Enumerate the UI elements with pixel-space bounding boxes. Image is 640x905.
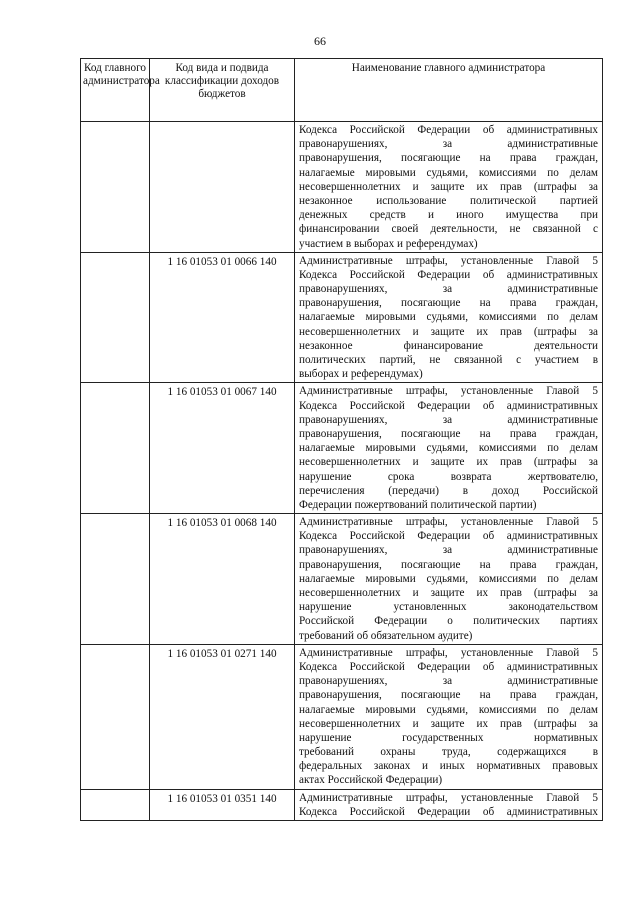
income-code-cell xyxy=(150,122,295,253)
admin-name-line: Административные штрафы, установленные Главой 5 xyxy=(299,791,598,804)
admin-name-line: несовершеннолетних и защите их прав (штрафы за xyxy=(299,717,598,730)
admin-name-line: актах Российской Федерации) xyxy=(299,774,443,787)
admin-name-line: Административные штрафы, установленные Главой 5 xyxy=(299,646,598,659)
income-classification-table xyxy=(80,58,603,821)
table-row xyxy=(81,514,603,645)
table-row xyxy=(81,383,603,514)
admin-name-line: незаконное использование политической партией xyxy=(299,194,598,207)
admin-name-cell xyxy=(295,383,603,514)
admin-name-cell xyxy=(295,644,603,789)
admin-name-line: нарушение государственных нормативных xyxy=(299,731,598,744)
admin-name-line: Кодекса Российской Федерации об административных xyxy=(299,124,598,136)
admin-name-line: Административные штрафы, установленные Главой 5 xyxy=(299,516,598,529)
admin-name-cell xyxy=(295,789,603,820)
admin-name-line: налагаемые мировыми судьями, комиссиями по делам xyxy=(299,572,598,585)
admin-name-cell xyxy=(295,252,603,383)
admin-name-line: правонарушения, посягающие на права граждан, xyxy=(299,427,598,440)
admin-name-line: налагаемые мировыми судьями, комиссиями по делам xyxy=(299,442,598,455)
admin-name-line: нарушение установленных законодательством xyxy=(299,601,598,614)
admin-name-line: финансировании своей деятельности, не связанной с xyxy=(299,223,598,236)
admin-name-cell xyxy=(295,122,603,253)
table-row xyxy=(81,252,603,383)
admin-name-line: Административные штрафы, установленные Главой 5 xyxy=(299,385,598,398)
admin-name-line: Административные штрафы, установленные Главой 5 xyxy=(299,254,598,267)
table-row xyxy=(81,789,603,820)
admin-name-line: требований об обязательном аудите) xyxy=(299,629,473,642)
admin-name-line: Кодекса Российской Федерации об административных xyxy=(299,530,598,543)
admin-code-cell xyxy=(81,252,150,383)
admin-name-line: перечисления (передачи) в доход Российской xyxy=(299,484,598,497)
admin-name-line: правонарушениях, за административные xyxy=(299,138,598,151)
admin-name-cell xyxy=(295,514,603,645)
admin-name-line: федеральных законах и иных нормативных правовых xyxy=(299,760,598,773)
table-header-row xyxy=(81,59,603,122)
admin-name-line: Кодекса Российской Федерации об административных xyxy=(299,399,598,412)
admin-name-line: несовершеннолетних и защите их прав (штрафы за xyxy=(299,325,598,338)
admin-name-line: выборах и референдумах) xyxy=(299,368,423,381)
header-income-code: Код вида и подвида классификации доходов бюджетов xyxy=(150,59,295,122)
admin-name-line: денежных средств и иного имущества при xyxy=(299,209,598,222)
admin-name-line: Кодекса Российской Федерации об административных xyxy=(299,660,598,673)
admin-name-line: несовершеннолетних и защите их прав (штрафы за xyxy=(299,587,598,599)
admin-code-cell xyxy=(81,644,150,789)
admin-name-line: правонарушениях, за административные xyxy=(299,413,598,426)
income-code-cell: 1 16 01053 01 0067 140 xyxy=(150,383,295,514)
admin-name-line: незаконное финансирование деятельности xyxy=(299,339,598,352)
admin-name-line: участием в выборах и референдумах) xyxy=(299,237,478,250)
admin-name-line: политических партий, не связанной с участием в xyxy=(299,354,598,366)
income-code-cell: 1 16 01053 01 0351 140 xyxy=(150,789,295,820)
admin-name-line: требований охраны труда, содержащихся в xyxy=(299,746,598,759)
income-code-cell: 1 16 01053 01 0271 140 xyxy=(150,644,295,789)
admin-name-line: Федерации пожертвований политической партии) xyxy=(299,498,537,511)
table-row xyxy=(81,644,603,789)
header-admin-code: Код главного администратора xyxy=(81,59,150,122)
income-code-cell: 1 16 01053 01 0066 140 xyxy=(150,252,295,383)
admin-name-line: налагаемые мировыми судьями, комиссиями по делам xyxy=(299,311,598,324)
admin-code-cell xyxy=(81,383,150,514)
admin-name-line: налагаемые мировыми судьями, комиссиями по делам xyxy=(299,166,598,179)
admin-code-cell xyxy=(81,514,150,645)
admin-name-line: нарушение срока возврата жертвователю, xyxy=(299,470,598,483)
admin-name-line: Кодекса Российской Федерации об административных xyxy=(299,805,598,818)
admin-name-line: правонарушения, посягающие на права граждан, xyxy=(299,152,598,165)
page-number: 66 xyxy=(314,34,326,48)
admin-name-line: правонарушения, посягающие на права граждан, xyxy=(299,689,598,702)
header-admin-name: Наименование главного администратора xyxy=(295,59,603,122)
admin-name-line: Российской Федерации о политических партиях xyxy=(299,615,598,628)
admin-name-line: правонарушения, посягающие на права граждан, xyxy=(299,558,598,571)
admin-name-line: правонарушениях, за административные xyxy=(299,675,598,688)
admin-name-line: несовершеннолетних и защите их прав (штрафы за xyxy=(299,180,598,193)
income-code-cell: 1 16 01053 01 0068 140 xyxy=(150,514,295,645)
admin-code-cell xyxy=(81,122,150,253)
admin-name-line: несовершеннолетних и защите их прав (штрафы за xyxy=(299,456,598,469)
admin-name-line: правонарушениях, за административные xyxy=(299,544,598,557)
admin-name-line: правонарушениях, за административные xyxy=(299,283,598,296)
table-row xyxy=(81,122,603,253)
admin-name-line: Кодекса Российской Федерации об административных xyxy=(299,268,598,281)
admin-name-line: налагаемые мировыми судьями, комиссиями по делам xyxy=(299,703,598,716)
admin-name-line: правонарушения, посягающие на права граждан, xyxy=(299,297,598,310)
admin-code-cell xyxy=(81,789,150,820)
